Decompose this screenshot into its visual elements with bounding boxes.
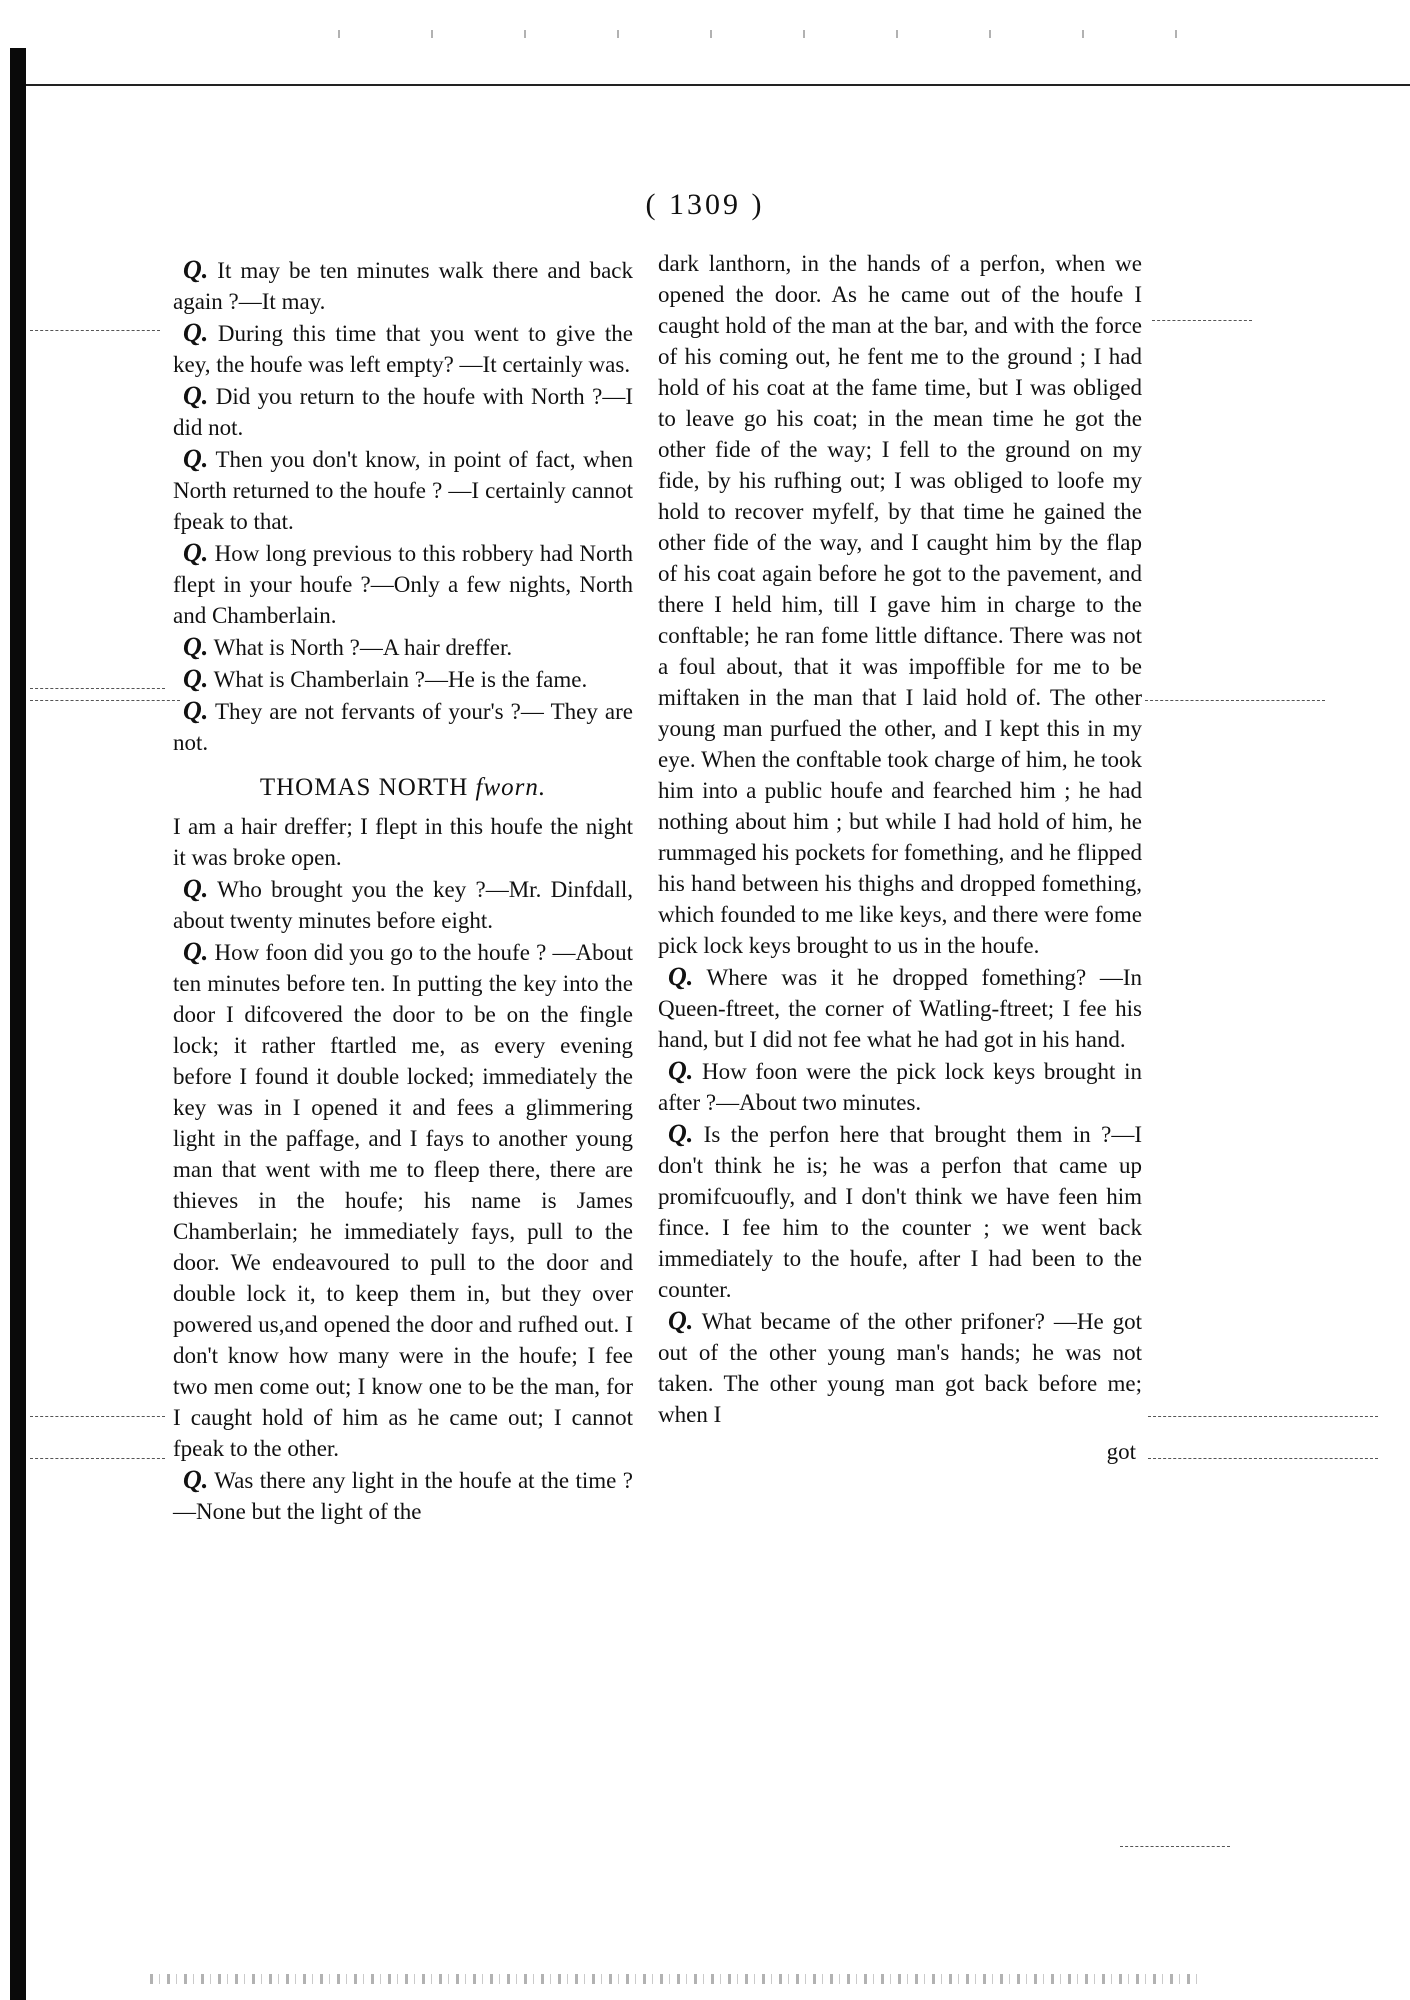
testimony-text: It may be ten minutes walk there and back again ?—It may. bbox=[173, 258, 633, 314]
question-mark-icon: Q. bbox=[183, 664, 209, 693]
right-column bbox=[658, 248, 1142, 1467]
question-mark-icon: Q. bbox=[183, 937, 209, 966]
margin-line bbox=[1148, 1458, 1378, 1459]
margin-line bbox=[30, 330, 160, 331]
question-answer bbox=[173, 936, 633, 1464]
testimony-text: What is North ?—A hair dreffer. bbox=[208, 635, 513, 660]
question-answer bbox=[173, 873, 633, 936]
question-mark-icon: Q. bbox=[183, 538, 209, 567]
testimony-text: Was there any light in the houfe at the time ?—None but the light of the bbox=[173, 1468, 633, 1524]
witness-heading bbox=[173, 772, 633, 803]
testimony-text: Is the perfon here that brought them in ?—I don't think he is; he was a perfon that came up promifcuoufly, and I don't think we have feen him fince. I fee him to the counter ; we went back immediately to the houfe, after I had been to the counter. bbox=[658, 1122, 1142, 1302]
paragraph: I am a hair dreffer; I flept in this houfe the night it was broke open. bbox=[173, 814, 633, 870]
question-answer bbox=[658, 1118, 1142, 1305]
testimony-text: Where was it he dropped fomething? —In Queen-ftreet, the corner of Watling-ftreet; I fee his hand, but I did not fee what he had got in his hand. bbox=[658, 965, 1142, 1052]
margin-line bbox=[30, 1416, 165, 1417]
testimony-text: How long previous to this robbery had North flept in your houfe ?—Only a few nights, North and Chamberlain. bbox=[173, 541, 633, 628]
question-mark-icon: Q. bbox=[183, 1465, 209, 1494]
question-mark-icon: Q. bbox=[668, 1306, 694, 1335]
scan-speckle-bottom bbox=[150, 1974, 1200, 1984]
question-answer bbox=[173, 537, 633, 631]
question-mark-icon: Q. bbox=[183, 696, 209, 725]
question-mark-icon: Q. bbox=[668, 1119, 694, 1148]
question-answer bbox=[173, 254, 633, 317]
question-mark-icon: Q. bbox=[183, 318, 209, 347]
question-answer bbox=[173, 1464, 633, 1527]
question-mark-icon: Q. bbox=[183, 381, 209, 410]
question-mark-icon: Q. bbox=[668, 962, 694, 991]
question-answer bbox=[658, 961, 1142, 1055]
testimony-text: What is Chamberlain ?—He is the fame. bbox=[208, 667, 588, 692]
margin-line bbox=[30, 700, 180, 701]
margin-line bbox=[30, 1458, 165, 1459]
left-column bbox=[173, 254, 633, 1527]
margin-line bbox=[1152, 320, 1252, 321]
question-mark-icon: Q. bbox=[183, 874, 209, 903]
testimony-text: During this time that you went to give the key, the houfe was left empty? —It certainly was. bbox=[173, 321, 633, 377]
testimony-text: Did you return to the houfe with North ?—I did not. bbox=[173, 384, 633, 440]
margin-line bbox=[30, 688, 165, 689]
question-mark-icon: Q. bbox=[668, 1056, 694, 1085]
catchword: got bbox=[1106, 1439, 1136, 1464]
margin-line bbox=[1148, 1416, 1378, 1417]
question-answer bbox=[173, 317, 633, 380]
question-answer bbox=[173, 443, 633, 537]
top-rule bbox=[26, 84, 1410, 86]
witness-name: THOMAS NORTH bbox=[259, 774, 476, 801]
question-answer bbox=[173, 631, 633, 663]
sworn-label: fworn. bbox=[475, 774, 547, 801]
question-answer bbox=[658, 1055, 1142, 1118]
binding-edge bbox=[10, 48, 26, 2000]
question-answer bbox=[173, 695, 633, 758]
question-answer bbox=[173, 380, 633, 443]
scan-speckle-top bbox=[300, 30, 1200, 38]
margin-line bbox=[1145, 700, 1325, 701]
testimony-text: How foon were the pick lock keys brought in after ?—About two minutes. bbox=[658, 1059, 1142, 1115]
testimony-text: Who brought you the key ?—Mr. Dinfdall, about twenty minutes before eight. bbox=[173, 877, 633, 933]
question-mark-icon: Q. bbox=[183, 255, 209, 284]
question-answer bbox=[173, 663, 633, 695]
testimony-text: How foon did you go to the houfe ? —About ten minutes before ten. In putting the key into the door I difcovered the door to be on the fingle lock; it rather ftartled me, as every evening before I found it double locked; immediately the key was in I opened it and fees a glimmering light in the paffage, and I fays to another young man that went with me to fleep there, there are thieves in the houfe; his name is James Chamberlain; he immediately fays, pull to the door. We endeavoured to pull to the door and double lock it, to keep them in, but they over powered us,and opened the door and rufhed out. I don't know how many were in the houfe; I fee two men come out; I know one to be the man, for I caught hold of him as he came out; I cannot fpeak to the other. bbox=[173, 940, 633, 1461]
question-mark-icon: Q. bbox=[183, 444, 209, 473]
testimony-text: Then you don't know, in point of fact, when North returned to the houfe ? —I certainly cannot fpeak to that. bbox=[173, 447, 633, 534]
question-mark-icon: Q. bbox=[183, 632, 209, 661]
testimony-text: They are not fervants of your's ?— They are not. bbox=[173, 699, 633, 755]
question-answer bbox=[658, 1305, 1142, 1430]
margin-line bbox=[1120, 1846, 1230, 1847]
paragraph: dark lanthorn, in the hands of a perfon, when we opened the door. As he came out of the houfe I caught hold of the man at the bar, and with the force of his coming out, he fent me to the ground ; I had hold of his coat at the fame time, but I was obliged to leave go his coat; in the mean time he got the other fide of the way; I fell to the ground on my fide, by his rufhing out; I was obliged to loofe my hold to recover myfelf, by that time he gained the other fide of the way, and I caught him by the flap of his coat again before he got to the pavement, and there I held him, till I gave him in charge to the conftable; he ran fome little diftance. There was not a foul about, that it was impoffible for me to be miftaken in the man that I laid hold of. The other young man purfued the other, and I kept this in my eye. When the conftable took charge of him, he took him into a public houfe and fearched him ; he had nothing about him ; but while I had hold of him, he rummaged his pockets for fomething, and he flipped his hand between his thighs and dropped fomething, which founded to me like keys, and there were fome pick lock keys brought to us in the houfe. bbox=[658, 251, 1142, 958]
page-number: ( 1309 ) bbox=[645, 188, 765, 221]
testimony-text: What became of the other prifoner? —He got out of the other young man's hands; he was not taken. The other young man got back before me; when I bbox=[658, 1309, 1142, 1427]
